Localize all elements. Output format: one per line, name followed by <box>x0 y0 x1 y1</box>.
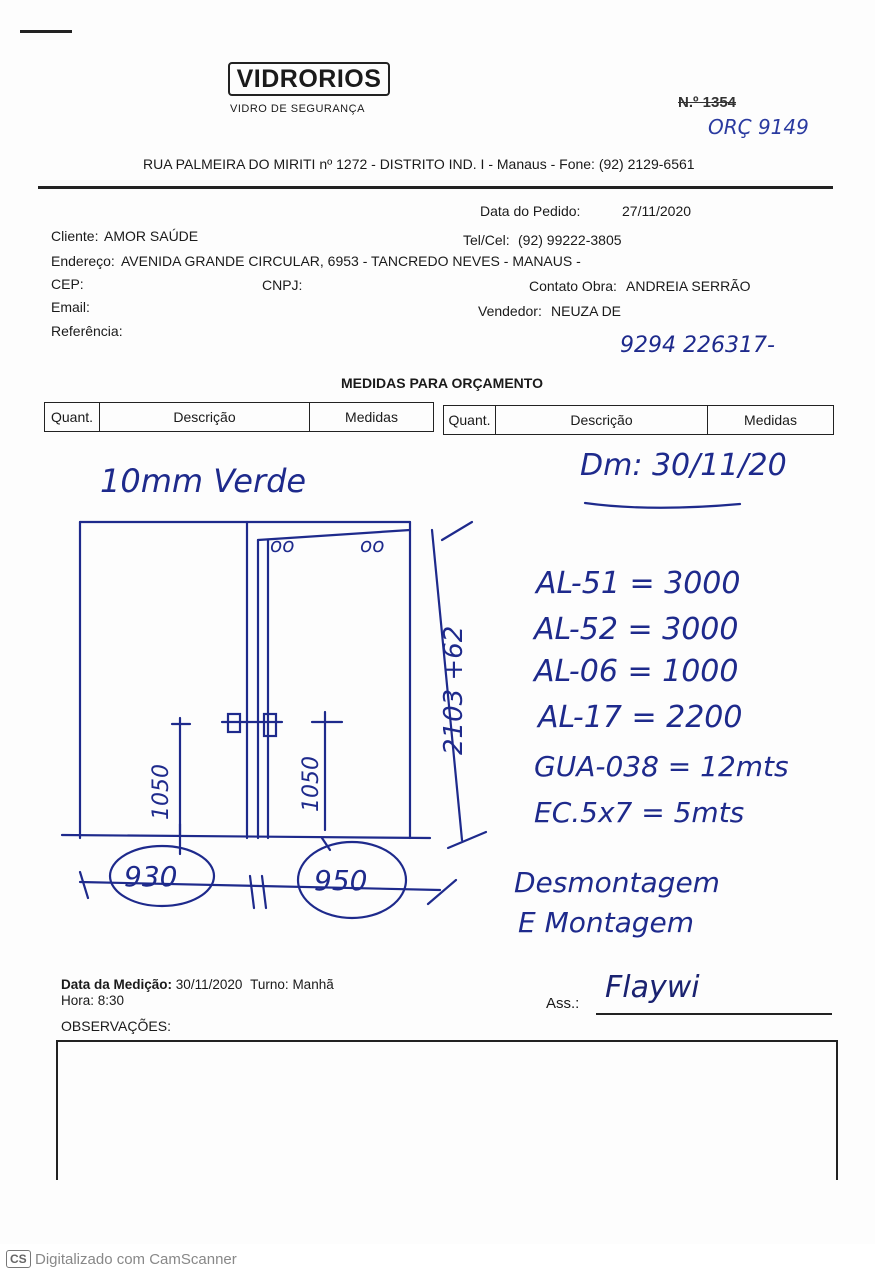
measurement-time <box>61 993 124 1008</box>
width-right-label: 950 <box>314 864 368 897</box>
material-line: AL-06 = 1000 <box>534 654 739 689</box>
signature: Flaywi <box>605 970 700 1005</box>
client-label: Cliente: <box>51 228 99 244</box>
measure-date: Dm: 30/11/20 <box>580 448 787 483</box>
camscanner-text: Digitalizado com CamScanner <box>35 1251 237 1268</box>
cnpj-label: CNPJ: <box>262 277 303 293</box>
order-date-value: 27/11/2020 <box>622 203 692 219</box>
left-handle-label: 1050 <box>149 764 174 820</box>
table-header-right <box>443 405 834 435</box>
measurement-date-value: 30/11/2020 <box>175 977 243 992</box>
contact-value: ANDREIA SERRÃO <box>626 278 751 294</box>
corner-mark <box>20 30 72 33</box>
doc-number-handwritten: ORÇ 9149 <box>708 115 809 139</box>
header-medidas-2: Medidas <box>744 412 797 428</box>
circle-marks-left: oo <box>270 533 295 557</box>
camscanner-logo: CS <box>6 1250 31 1268</box>
time-value: 8:30 <box>97 993 125 1008</box>
cep-label: CEP: <box>51 276 84 292</box>
service-note-1: Desmontagem <box>514 866 720 899</box>
header-medidas: Medidas <box>345 409 398 425</box>
reference-label: Referência: <box>51 323 123 339</box>
width-left-label: 930 <box>124 860 178 893</box>
seller-label: Vendedor: <box>478 303 542 319</box>
address-label: Endereço: <box>51 253 115 269</box>
glass-note: 10mm Verde <box>100 462 307 500</box>
observations-box <box>56 1040 838 1180</box>
header-quant-2: Quant. <box>444 406 496 434</box>
material-line: AL-17 = 2200 <box>538 700 743 735</box>
table-title: MEDIDAS PARA ORÇAMENTO <box>341 375 543 391</box>
company-tagline: VIDRO DE SEGURANÇA <box>230 103 365 115</box>
header-quant: Quant. <box>45 403 100 431</box>
measurement-date <box>61 977 334 992</box>
contact-label: Contato Obra: <box>529 278 617 294</box>
header-divider <box>38 186 833 189</box>
time-label: Hora: <box>61 993 95 1008</box>
circle-marks-right: oo <box>360 533 385 557</box>
observations-label: OBSERVAÇÕES: <box>61 1018 171 1034</box>
service-note-2: E Montagem <box>518 906 695 939</box>
scanner-footer <box>0 1244 875 1280</box>
signature-line <box>596 1013 832 1015</box>
header-descricao-2: Descrição <box>496 406 708 434</box>
shift-label: Turno: <box>250 977 289 992</box>
seller-value: NEUZA DE <box>551 303 622 319</box>
company-logo: VIDRORIOS <box>228 62 390 96</box>
signature-label: Ass.: <box>546 995 580 1012</box>
handwritten-phone: 9294 226317- <box>620 333 775 358</box>
shift-value: Manhã <box>292 977 334 992</box>
material-line: AL-52 = 3000 <box>534 612 739 647</box>
table-header-left <box>44 402 434 432</box>
right-handle-label: 1050 <box>299 756 324 812</box>
header-descricao: Descrição <box>100 403 310 431</box>
phone-label: Tel/Cel: <box>463 232 510 248</box>
measurement-date-label: Data da Medição: <box>61 977 173 992</box>
email-label: Email: <box>51 299 90 315</box>
company-address: RUA PALMEIRA DO MIRITI nº 1272 - DISTRITO IND. I - Manaus - Fone: (92) 2129-6561 <box>143 156 695 172</box>
doc-number-printed: N.º 1354 <box>678 94 737 111</box>
height-label: 2103 +62 <box>439 625 469 755</box>
material-line: GUA-038 = 12mts <box>534 750 789 783</box>
window-sketch <box>0 500 875 930</box>
order-date-label: Data do Pedido: <box>480 203 581 219</box>
material-line: EC.5x7 = 5mts <box>534 796 745 829</box>
address-value: AVENIDA GRANDE CIRCULAR, 6953 - TANCREDO NEVES - MANAUS - <box>121 253 581 269</box>
material-line: AL-51 = 3000 <box>536 566 741 601</box>
client-value: AMOR SAÚDE <box>104 228 199 244</box>
phone-value: (92) 99222-3805 <box>518 232 622 248</box>
